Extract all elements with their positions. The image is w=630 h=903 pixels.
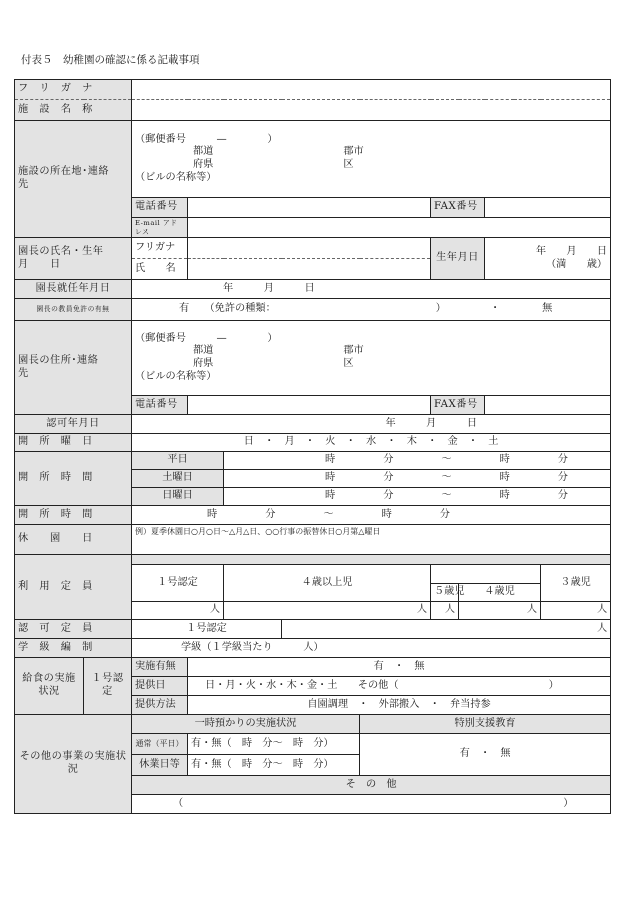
other-projects-label: その他の事業の実施状況: [15, 715, 132, 814]
registration-form-table: [14, 79, 611, 814]
capacity-age4plus-label: ４歳以上児: [224, 565, 431, 602]
holidays-input[interactable]: 例）夏季休園日○月○日〜△月△日、○○行事の振替休日○月第△曜日: [132, 525, 611, 555]
others-paren-open: （: [173, 797, 184, 809]
director-address-label: 園長の住所･連絡 先: [15, 321, 132, 415]
director-city-1: 郡市: [343, 345, 364, 357]
oh-start-hour: 時: [207, 508, 218, 520]
director-start-date: 年 月 日: [223, 282, 315, 294]
weekday-hours-input[interactable]: [224, 452, 611, 470]
furigana-input[interactable]: [132, 80, 611, 100]
wk-end-min: 分: [557, 454, 568, 466]
approval-date-input[interactable]: [132, 415, 611, 434]
capacity-cert1-label: １号認定: [132, 565, 224, 602]
sat-end-min: 分: [557, 472, 568, 484]
facility-address-label: 施設の所在地･連絡 先: [15, 121, 132, 238]
postal-code-line: （郵便番号 — ）: [135, 133, 278, 145]
fax-label: FAX番号: [431, 198, 485, 218]
wk-tilde: 〜: [441, 454, 452, 466]
capacity-age3-label: ３歳児: [541, 565, 611, 602]
hol-tilde: 〜: [441, 490, 452, 502]
email-input[interactable]: [188, 218, 611, 238]
approval-date-label: 認可年月日: [15, 415, 132, 434]
director-fax-label: FAX番号: [431, 396, 485, 415]
holidays-label: 休 園 日: [15, 525, 132, 555]
hol-end-min: 分: [557, 490, 568, 502]
oh-tilde: 〜: [323, 508, 334, 520]
normal-days-input[interactable]: 有・無（ 時 分〜 時 分）: [188, 734, 360, 755]
meal-method-label: 提供方法: [132, 696, 188, 715]
weekday-label: 平日: [132, 452, 224, 470]
director-pref-2: 府県: [193, 358, 214, 369]
classes-text: 学級（１学級当たり 人）: [181, 641, 324, 653]
director-name-input[interactable]: [188, 259, 431, 280]
director-start-label: 園長就任年月日: [15, 280, 132, 299]
city-label-2: 区: [343, 159, 354, 170]
saturday-hours-input[interactable]: [224, 470, 611, 488]
wk-end-hour: 時: [499, 454, 510, 466]
meal-implemented-input[interactable]: 有 ・ 無: [188, 658, 611, 677]
approved-cert1-label: １号認定: [132, 620, 282, 639]
meal-days-close: ）: [548, 679, 559, 691]
open-hours-label: 開 所 時 間: [15, 452, 132, 506]
capacity-age4-input[interactable]: 人: [459, 602, 541, 620]
capacity-age3-input[interactable]: 人: [541, 602, 611, 620]
normal-days-label: 通常（平日）: [132, 734, 188, 755]
director-license-input[interactable]: [132, 299, 611, 321]
director-start-input[interactable]: [132, 280, 611, 299]
others-input[interactable]: [132, 795, 611, 814]
director-dob-label: 生年月日: [431, 238, 485, 280]
director-phone-label: 電話番号: [132, 396, 188, 415]
director-dob-input[interactable]: [485, 238, 611, 280]
others-header: そ の 他: [132, 776, 611, 795]
director-pref-1: 都道: [193, 345, 214, 357]
sat-end-hour: 時: [499, 472, 510, 484]
furigana-label: フ リ ガ ナ: [15, 80, 132, 100]
sat-tilde: 〜: [441, 472, 452, 484]
capacity-blank-top: [431, 565, 541, 584]
meal-days-label: 提供日: [132, 677, 188, 696]
holiday-label: 日曜日: [132, 488, 224, 506]
capacity-label: 利 用 定 員: [15, 555, 132, 620]
hol-start-hour: 時: [325, 490, 336, 502]
hol-start-min: 分: [383, 490, 394, 502]
director-fax-input[interactable]: [485, 396, 611, 415]
page-title: 付表５ 幼稚園の確認に係る記載事項: [21, 54, 200, 66]
special-ed-header: 特別支援教育: [360, 715, 611, 734]
email-label: E-mail アドレス: [132, 218, 188, 238]
saturday-label: 土曜日: [132, 470, 224, 488]
capacity-age5-input[interactable]: 人: [431, 602, 459, 620]
open-hours-label-2: 開 所 時 間: [15, 506, 132, 525]
holiday-hours-input[interactable]: [224, 488, 611, 506]
special-ed-input[interactable]: 有 ・ 無: [360, 734, 611, 776]
meal-cert-label: １号認定: [84, 658, 132, 715]
sat-start-hour: 時: [325, 472, 336, 484]
oh-start-min: 分: [265, 508, 276, 520]
open-days-label: 開 所 曜 日: [15, 434, 132, 452]
facility-name-label: 施 設 名 称: [15, 100, 132, 121]
building-name-line: （ビルの名称等）: [135, 171, 217, 183]
director-city-2: 区: [343, 358, 354, 369]
meal-implemented-label: 実施有無: [132, 658, 188, 677]
oh-end-min: 分: [439, 508, 450, 520]
closed-days-label: 休業日等: [132, 755, 188, 776]
director-address-block[interactable]: [132, 321, 611, 396]
approval-date-value: 年 月 日: [385, 417, 478, 429]
director-furigana-input[interactable]: [188, 238, 431, 259]
director-furigana-label: フリガナ: [132, 238, 188, 259]
prefecture-label-1: 都道: [193, 146, 214, 158]
meal-method-input[interactable]: 自園調理 ・ 外部搬入 ・ 弁当持参: [188, 696, 611, 715]
wk-start-hour: 時: [325, 454, 336, 466]
open-hours-input-2[interactable]: [132, 506, 611, 525]
approved-capacity-input[interactable]: 人: [282, 620, 611, 639]
prefecture-label-2: 府県: [193, 159, 214, 170]
capacity-age4-label: ４歳児: [459, 584, 541, 602]
director-postal-line: （郵便番号 — ）: [135, 332, 278, 344]
oh-end-hour: 時: [381, 508, 392, 520]
director-building-line: （ビルの名称等）: [135, 370, 217, 382]
city-label-1: 郡市: [343, 146, 364, 158]
fax-input[interactable]: [485, 198, 611, 218]
phone-input[interactable]: [188, 198, 431, 218]
license-close: ）: [435, 303, 446, 315]
capacity-age5-label: ５歳児: [431, 584, 459, 602]
director-phone-input[interactable]: [188, 396, 431, 415]
license-yes: 有 （免許の種類：: [179, 303, 276, 315]
phone-label: 電話番号: [132, 198, 188, 218]
facility-address-block[interactable]: [132, 121, 611, 198]
facility-name-input[interactable]: [132, 100, 611, 121]
meal-days-input[interactable]: [188, 677, 611, 696]
director-license-label: 園長の教員免許の有無: [15, 299, 132, 321]
license-dot: ・: [489, 303, 501, 315]
director-name-label: 園長の氏名・生年 月 日: [15, 238, 132, 280]
age-value: （満 歳）: [546, 258, 608, 270]
temp-care-header: 一時預かりの実施状況: [132, 715, 360, 734]
hol-end-hour: 時: [499, 490, 510, 502]
meal-label: 給食の実施状況: [15, 658, 84, 715]
capacity-cert1-input[interactable]: 人: [132, 602, 224, 620]
dob-value: 年 月 日: [535, 245, 608, 257]
license-no: 無: [542, 303, 553, 315]
classes-input[interactable]: [132, 639, 611, 658]
director-name-field-label: 氏 名: [132, 259, 188, 280]
capacity-age4plus-input[interactable]: 人: [224, 602, 431, 620]
approved-capacity-label: 認 可 定 員: [15, 620, 132, 639]
classes-label: 学 級 編 制: [15, 639, 132, 658]
others-paren-close: ）: [563, 797, 574, 809]
wk-start-min: 分: [383, 454, 394, 466]
meal-days-options: 日・月・火・水・木・金・土 その他（: [205, 679, 399, 691]
closed-days-input[interactable]: 有・無（ 時 分〜 時 分）: [188, 755, 360, 776]
sat-start-min: 分: [383, 472, 394, 484]
open-days-input[interactable]: 日 ・ 月 ・ 火 ・ 水 ・ 木 ・ 金 ・ 土: [132, 434, 611, 452]
capacity-header-strip: [132, 555, 611, 565]
